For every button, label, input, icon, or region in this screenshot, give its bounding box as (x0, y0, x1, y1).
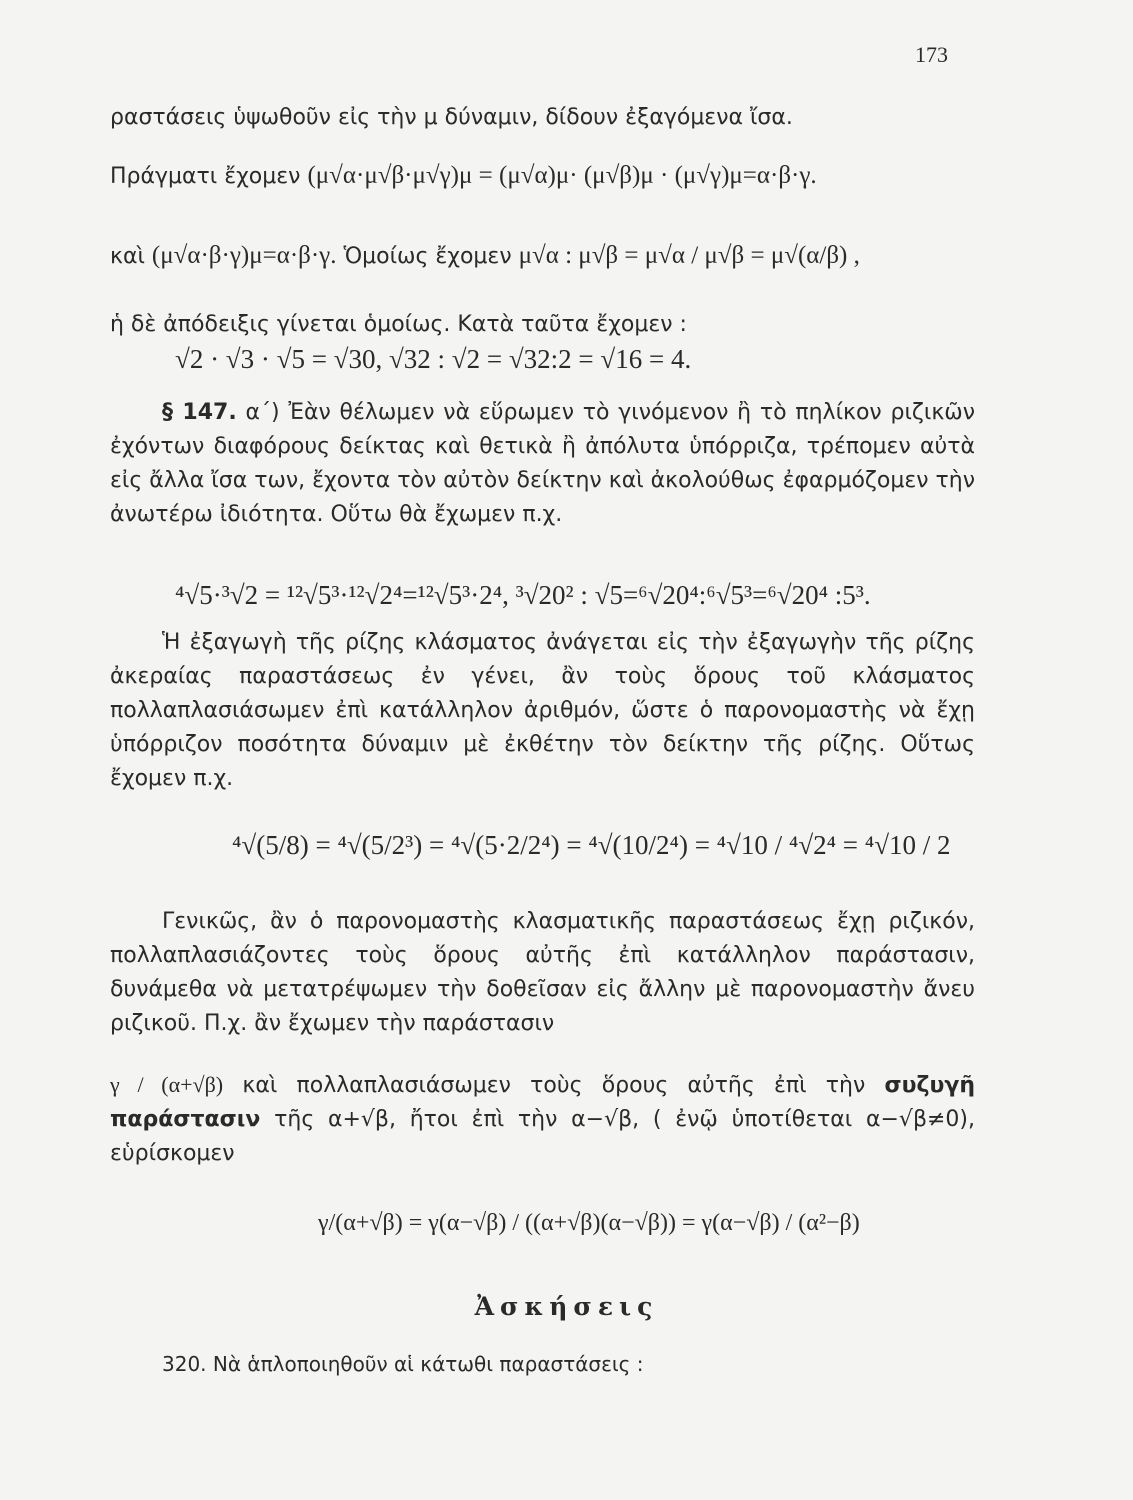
exercise-item: 320. Νὰ ἁπλοποιηθοῦν αἱ κάτωθι παραστάσεις : (162, 1352, 644, 1376)
inline-text: καὶ πολλαπλασιάσωμεν τοὺς ὅρους αὐτῆς ἐπὶ τὴν (242, 1073, 866, 1098)
paragraph: Ἡ ἐξαγωγὴ τῆς ρίζης κλάσματος ἀνάγεται εἰς τὴν ἐξαγωγὴν τῆς ρίζης ἀκεραίας παραστάσεως ἐν γένει, ἂν τοὺς ὅρους τοῦ κλάσματος πολλαπλασιάσωμεν ἐπὶ κατάλληλον ἀριθμόν, ὥστε ὁ παρονομαστὴς νὰ ἔχῃ ὑπόρριζον ποσότητα δύναμιν μὲ ἐκθέτην τὸν δείκτην τῆς ρίζης. Οὕτως ἔχομεν π.χ. (110, 630, 975, 791)
paragraph (110, 1068, 975, 1171)
bold-term: παράστασιν (110, 1107, 261, 1132)
paragraph-line: ραστάσεις ὑψωθοῦν εἰς τὴν μ δύναμιν, δίδουν ἐξαγόμενα ἴσα. (110, 105, 793, 130)
exercises-heading: Ἀσκήσεις (474, 1292, 659, 1321)
bold-term: συζυγῆ (884, 1073, 975, 1098)
equation: ⁴√(5/8) = ⁴√(5/2³) = ⁴√(5·2/2⁴) = ⁴√(10/2⁴) = ⁴√10 / ⁴√2⁴ = ⁴√10 / 2 (232, 830, 951, 860)
inline-text: Ὁμοίως ἔχομεν (343, 244, 512, 269)
section-text: α΄) Ἐὰν θέλωμεν νὰ εὕρωμεν τὸ γινόμενον ἢ τὸ πηλίκον ριζικῶν ἐχόντων διαφόρους δείκτας καὶ θετικὰ ἢ ἀπόλυτα ὑπόρριζα, τρέπομεν αὐτὰ εἰς ἄλλα ἴσα των, ἔχοντα τὸν αὐτὸν δείκτην καὶ ἀκολούθως ἐφαρμόζομεν τὴν ἀνωτέρω ἰδιότητα. Οὕτω θὰ ἔχωμεν π.χ. (110, 400, 975, 527)
inline-text: Πράγματι ἔχομεν (110, 164, 301, 189)
equation: √2 · √3 · √5 = √30, √32 : √2 = √32:2 = √16 = 4. (175, 344, 692, 374)
section-paragraph (110, 396, 975, 532)
inline-text: καὶ (110, 244, 145, 269)
equation: (μ√α·β·γ)μ=α·β·γ. (151, 242, 337, 269)
paragraph-line: ἡ δὲ ἀπόδειξις γίνεται ὁμοίως. Κατὰ ταῦτα ἔχομεν : (110, 312, 687, 337)
page-number: 173 (915, 42, 948, 67)
equation: ⁴√5·³√2 = ¹²√5³·¹²√2⁴=¹²√5³·2⁴, ³√20² : √5=⁶√20⁴:⁶√5³=⁶√20⁴ :5³. (175, 580, 871, 610)
equation: μ√α : μ√β = μ√α / μ√β = μ√(α/β) , (518, 242, 860, 269)
section-number: § 147. (162, 400, 237, 425)
inline-text: τῆς α+√β, ἤτοι ἐπὶ τὴν α−√β, ( ἐνῷ ὑποτίθεται α−√β≠0), εὑρίσκομεν (110, 1107, 975, 1166)
paragraph: Γενικῶς, ἂν ὁ παρονομαστὴς κλασματικῆς παραστάσεως ἔχῃ ριζικόν, πολλαπλασιάζοντες τοὺς ὅρους αὐτῆς ἐπὶ κατάλληλον παράστασιν, δυνάμεθα νὰ μετατρέψωμεν τὴν δοθεῖσαν εἰς ἄλλην μὲ παρονομαστὴν ἄνευ ριζικοῦ. Π.χ. ἂν ἔχωμεν τὴν παράστασιν (110, 909, 975, 1036)
paragraph-line (110, 242, 860, 270)
equation: (μ√α·μ√β·μ√γ)μ = (μ√α)μ· (μ√β)μ · (μ√γ)μ=α·β·γ. (307, 162, 817, 189)
paragraph-line (110, 162, 817, 190)
equation: γ / (α+√β) (110, 1072, 224, 1097)
equation: γ/(α+√β) = γ(α−√β) / ((α+√β)(α−√β)) = γ(α−√β) / (α²−β) (318, 1210, 860, 1236)
